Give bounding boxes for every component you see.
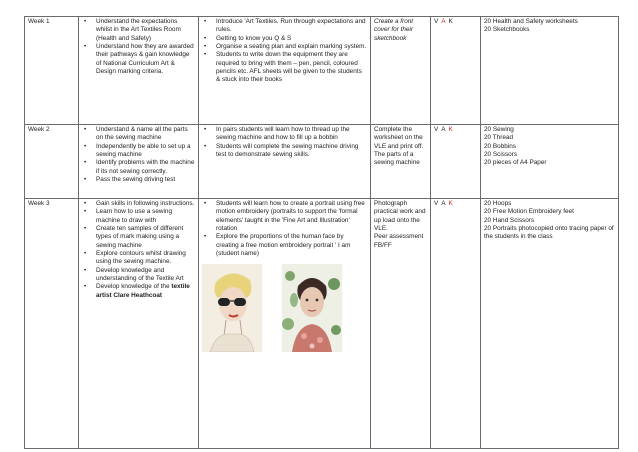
list-item: • Understand the expectations whilst in the Art Textiles Room (Health and Safety) [82, 18, 195, 43]
table-row [25, 199, 619, 449]
list-item: • Introduce 'Art Textiles. Run through expectations and rules. [202, 18, 367, 35]
list-item: • Develop knowledge and understanding of the Textile Art [82, 267, 195, 284]
homework-cell: Complete the worksheet on the VLE and print off. The parts of a sewing machine [371, 125, 431, 199]
vak-a: A [441, 18, 446, 25]
table-row [25, 17, 619, 125]
activities-cell [199, 125, 371, 199]
table-row [25, 125, 619, 199]
list-item: • Identify problems with the machine if its not sewing correctly. [82, 159, 195, 176]
list-item: • Students to write down the equipment they are required to bring with them – pen, pencil, coloured pencils etc. AFL sheets will be given to the students & stuck into their books [202, 51, 367, 84]
vak-v: V [434, 18, 439, 25]
resources-cell: 20 Health and Safety worksheets 20 Sketchbooks [481, 17, 619, 125]
list-item: • Getting to know you Q & S [202, 35, 367, 43]
list-item: • Gain skills in following instructions. [82, 200, 195, 208]
portrait-image-2 [282, 264, 342, 352]
objectives-cell [79, 199, 199, 449]
portrait-image-1 [202, 264, 262, 352]
resources-cell: 20 Sewing 20 Thread 20 Bobbins 20 Scissors 20 pieces of A4 Paper [481, 125, 619, 199]
artist-name: textile artist Clare Heathcoat [96, 283, 190, 299]
homework-cell: Create a front cover for their sketchbook [371, 17, 431, 125]
resources-cell: 20 Hoops 20 Free Motion Embroidery feet 20 Hand Scissors 20 Portraits photocopied onto tracing paper of the students in the class [481, 199, 619, 449]
lesson-plan-table [24, 16, 619, 449]
objectives-cell [79, 125, 199, 199]
list-item: • Understand how they are awarded their pathways & gain knowledge of National Curriculum Art & Design marking criteria. [82, 43, 195, 76]
list-item: • Explore the proportions of the human face by creating a free motion embroidery portrait ' I am (student name) [202, 233, 367, 258]
activities-cell [199, 17, 371, 125]
week-cell: Week 3 [25, 199, 79, 449]
vak-cell [431, 199, 481, 449]
vak-v: V [434, 126, 439, 133]
list-item: • Students will complete the sewing machine driving test to demonstrate sewing skills. [202, 143, 367, 160]
list-item: • Learn how to use a sewing machine to draw with [82, 208, 195, 225]
list-item: • Pass the sewing driving test [82, 176, 195, 184]
list-item: • Organise a seating plan and explain marking system. [202, 43, 367, 51]
vak-v: V [434, 200, 439, 207]
list-item: • Independently be able to set up a sewing machine [82, 143, 195, 160]
vak-k: K [448, 126, 453, 133]
list-item: • Students will learn how to create a portrait using free motion embroidery (portraits to support the 'formal elements' taught in the 'Fine Art and Illustration' rotation [202, 200, 367, 233]
list-item: • Develop knowledge of the textile artist Clare Heathcoat [82, 283, 195, 300]
vak-cell [431, 17, 481, 125]
vak-a: A [441, 126, 446, 133]
vak-cell [431, 125, 481, 199]
list-item: • Explore contours whilst drawing using the sewing machine. [82, 250, 195, 267]
vak-k: K [448, 18, 453, 25]
list-item: • Understand & name all the parts on the sewing machine [82, 126, 195, 143]
activities-cell [199, 199, 371, 449]
portrait-images [202, 264, 367, 354]
vak-k: K [448, 200, 453, 207]
objectives-cell [79, 17, 199, 125]
week-cell: Week 2 [25, 125, 79, 199]
week-cell: Week 1 [25, 17, 79, 125]
homework-cell: Photograph practical work and up load onto the VLE. Peer assessment FB/FF [371, 199, 431, 449]
list-item: • Create ten samples of different types of mark making using a sewing machine [82, 225, 195, 250]
list-item: • In pairs students will learn how to thread up the sewing machine and how to fill up a bobbin [202, 126, 367, 143]
vak-a: A [441, 200, 446, 207]
